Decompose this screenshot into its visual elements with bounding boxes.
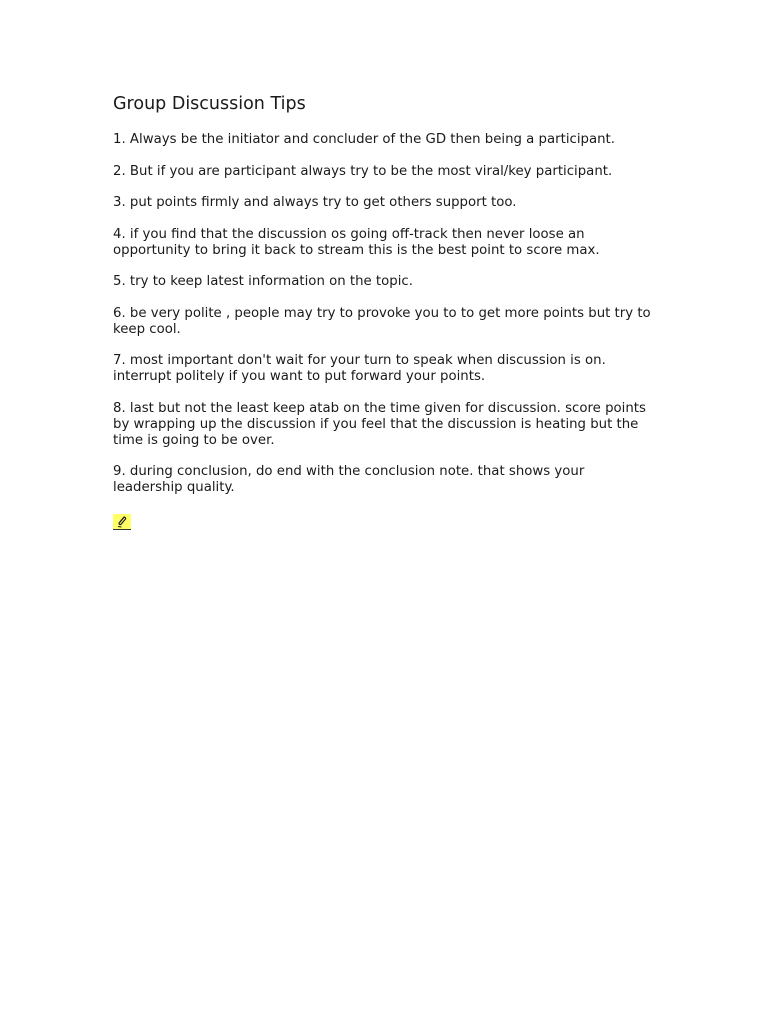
- page-title: Group Discussion Tips: [113, 94, 306, 114]
- list-item: 6. be very polite , people may try to provoke you to to get more points but try to keep cool.: [113, 305, 651, 337]
- list-item: 2. But if you are participant always try to be the most viral/key participant.: [113, 163, 613, 179]
- paperclip-glyph: [116, 515, 128, 528]
- list-item: 7. most important don't wait for your turn to speak when discussion is on. interrupt politely if you want to put forward your points.: [113, 353, 606, 384]
- document-page: [113, 93, 658, 534]
- list-item: 3. put points firmly and always try to get others support too.: [113, 195, 517, 210]
- list-item: 8. last but not the least keep atab on the time given for discussion. score points by wrapping up the discussion if you feel that the discussion is heating but the time is going to be over.: [113, 400, 646, 448]
- tips-list: [113, 132, 658, 496]
- list-item: 1. Always be the initiator and concluder of the GD then being a participant.: [113, 132, 615, 147]
- paperclip-icon[interactable]: [113, 514, 131, 530]
- list-item: 9. during conclusion, do end with the conclusion note. that shows your leadership quality.: [113, 464, 585, 495]
- list-item: 4. if you find that the discussion os going off-track then never loose an opportunity to bring it back to stream this is the best point to score max.: [113, 226, 600, 258]
- list-item: 5. try to keep latest information on the topic.: [113, 274, 413, 289]
